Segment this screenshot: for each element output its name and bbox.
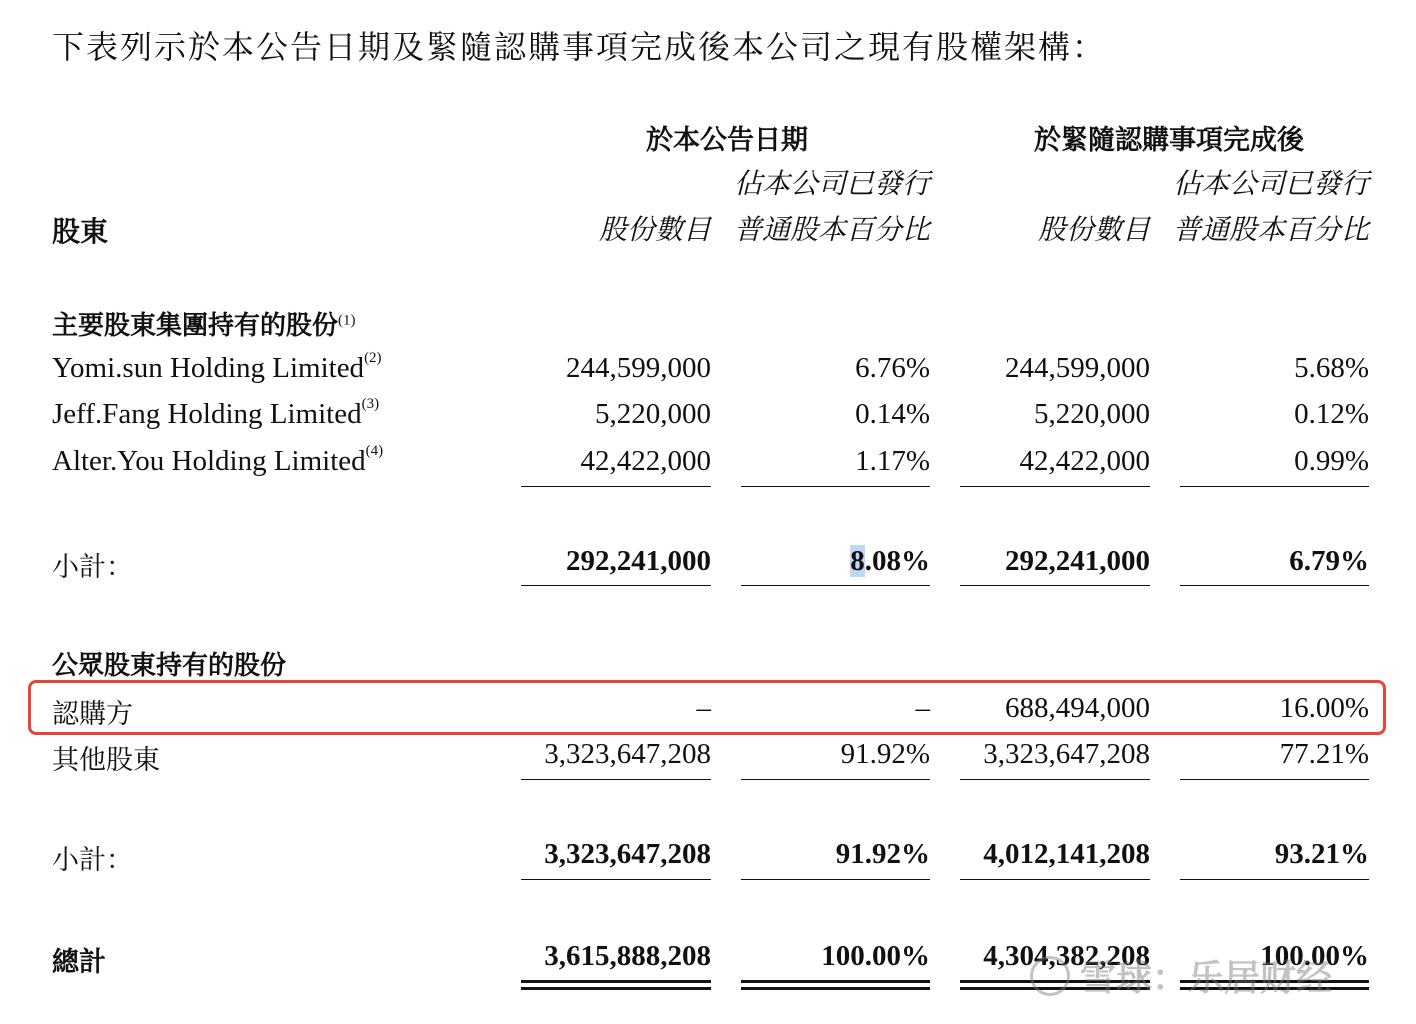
cell-pct-now: – [915, 692, 930, 724]
row-label-others: 其他股東 [52, 745, 160, 776]
rule [1180, 585, 1369, 586]
header-pct-now-line1: 佔本公司已發行 [733, 167, 930, 200]
row-label-yomi [52, 352, 382, 385]
cell-shares-now: – [696, 692, 711, 724]
row-name: Alter.You Holding Limited [52, 445, 366, 477]
rule [521, 486, 711, 487]
cell-subtotal-pct-now [850, 545, 930, 578]
cell-shares-now: 42,422,000 [580, 445, 711, 477]
watermark-text: 雪球：乐居财经 [1080, 958, 1333, 999]
section-title-major [52, 305, 356, 342]
row-label-subscriber: 認購方 [52, 699, 133, 730]
rule [741, 879, 930, 880]
rule [521, 879, 711, 880]
rule [741, 779, 930, 780]
cell-pct-now: 1.17% [855, 445, 930, 477]
cell-subtotal-shares-after: 292,241,000 [1005, 545, 1150, 577]
subtotal-label-public: 小計： [52, 845, 133, 876]
header-group-now: 於本公告日期 [646, 125, 808, 156]
cell-total-pct-now: 100.00% [821, 940, 930, 972]
cell-pct-after: 16.00% [1279, 692, 1369, 724]
row-name: Jeff.Fang Holding Limited [52, 398, 362, 430]
row-note: (2) [364, 350, 382, 366]
cell-shares-after: 5,220,000 [1034, 398, 1150, 430]
cell-total-shares-now: 3,615,888,208 [544, 940, 711, 972]
header-shares-after: 股份數目 [1037, 213, 1150, 246]
cell-shares-after: 42,422,000 [1019, 445, 1150, 477]
rule [960, 779, 1150, 780]
cell-shares-now: 3,323,647,208 [544, 738, 711, 770]
selected-text[interactable]: 8 [850, 545, 865, 577]
cell-subtotal-shares-after: 4,012,141,208 [983, 838, 1150, 870]
rule [960, 585, 1150, 586]
row-label-jeff [52, 398, 379, 431]
header-group-after: 於緊隨認購事項完成後 [1034, 125, 1304, 156]
cell-shares-now: 244,599,000 [566, 352, 711, 384]
cell-pct-now: 0.14% [855, 398, 930, 430]
cell-shares-after: 3,323,647,208 [983, 738, 1150, 770]
cell-pct-after: 0.12% [1294, 398, 1369, 430]
intro-text: 下表列示於本公告日期及緊隨認購事項完成後本公司之現有股權架構： [52, 28, 1107, 66]
cell-subtotal-pct-after: 93.21% [1274, 838, 1369, 870]
header-pct-after-line1: 佔本公司已發行 [1172, 167, 1369, 200]
cell-total-shares-after: 4,304,382,208 [983, 940, 1150, 972]
total-label: 總計 [52, 947, 106, 978]
row-label-alter [52, 445, 383, 478]
rule [521, 779, 711, 780]
header-shareholder: 股東 [52, 215, 109, 248]
snowball-logo-icon [1030, 956, 1070, 996]
header-pct-after-line2: 普通股本百分比 [1172, 213, 1369, 246]
row-name: Yomi.sun Holding Limited [52, 352, 365, 384]
row-note: (3) [361, 396, 380, 412]
section-note: (1) [338, 312, 356, 329]
rule [741, 486, 930, 487]
watermark [1030, 950, 1332, 1001]
cell-pct-after: 5.68% [1294, 352, 1369, 384]
header-shares-now: 股份數目 [598, 213, 711, 246]
cell-pct-now: 91.92% [840, 738, 930, 770]
rule [1180, 879, 1369, 880]
cell-subtotal-shares-now: 292,241,000 [566, 545, 711, 577]
subtotal-label-major: 小計： [52, 552, 133, 583]
rule [521, 585, 711, 586]
cell-subtotal-pct-now: 91.92% [835, 838, 930, 870]
double-rule [521, 980, 711, 990]
cell-shares-after: 244,599,000 [1005, 352, 1150, 384]
rule [741, 585, 930, 586]
cell-subtotal-shares-now: 3,323,647,208 [544, 838, 711, 870]
cell-pct-now: 6.76% [855, 352, 930, 384]
cell-pct-after: 0.99% [1294, 445, 1369, 477]
cell-shares-after: 688,494,000 [1005, 692, 1150, 724]
cell-total-pct-after: 100.00% [1260, 940, 1369, 972]
section-title-public: 公眾股東持有的股份 [52, 651, 287, 681]
rule [960, 879, 1150, 880]
rule [1180, 486, 1369, 487]
row-note: (4) [365, 443, 384, 459]
rule [1180, 779, 1369, 780]
double-rule [741, 980, 930, 990]
cell-shares-now: 5,220,000 [595, 398, 711, 430]
pct-rest: .08% [864, 545, 930, 577]
cell-subtotal-pct-after: 6.79% [1289, 545, 1369, 577]
header-pct-now-line2: 普通股本百分比 [733, 213, 930, 246]
cell-pct-after: 77.21% [1279, 738, 1369, 770]
rule [960, 486, 1150, 487]
section-title-major-text: 主要股東集團持有的股份 [52, 311, 339, 341]
